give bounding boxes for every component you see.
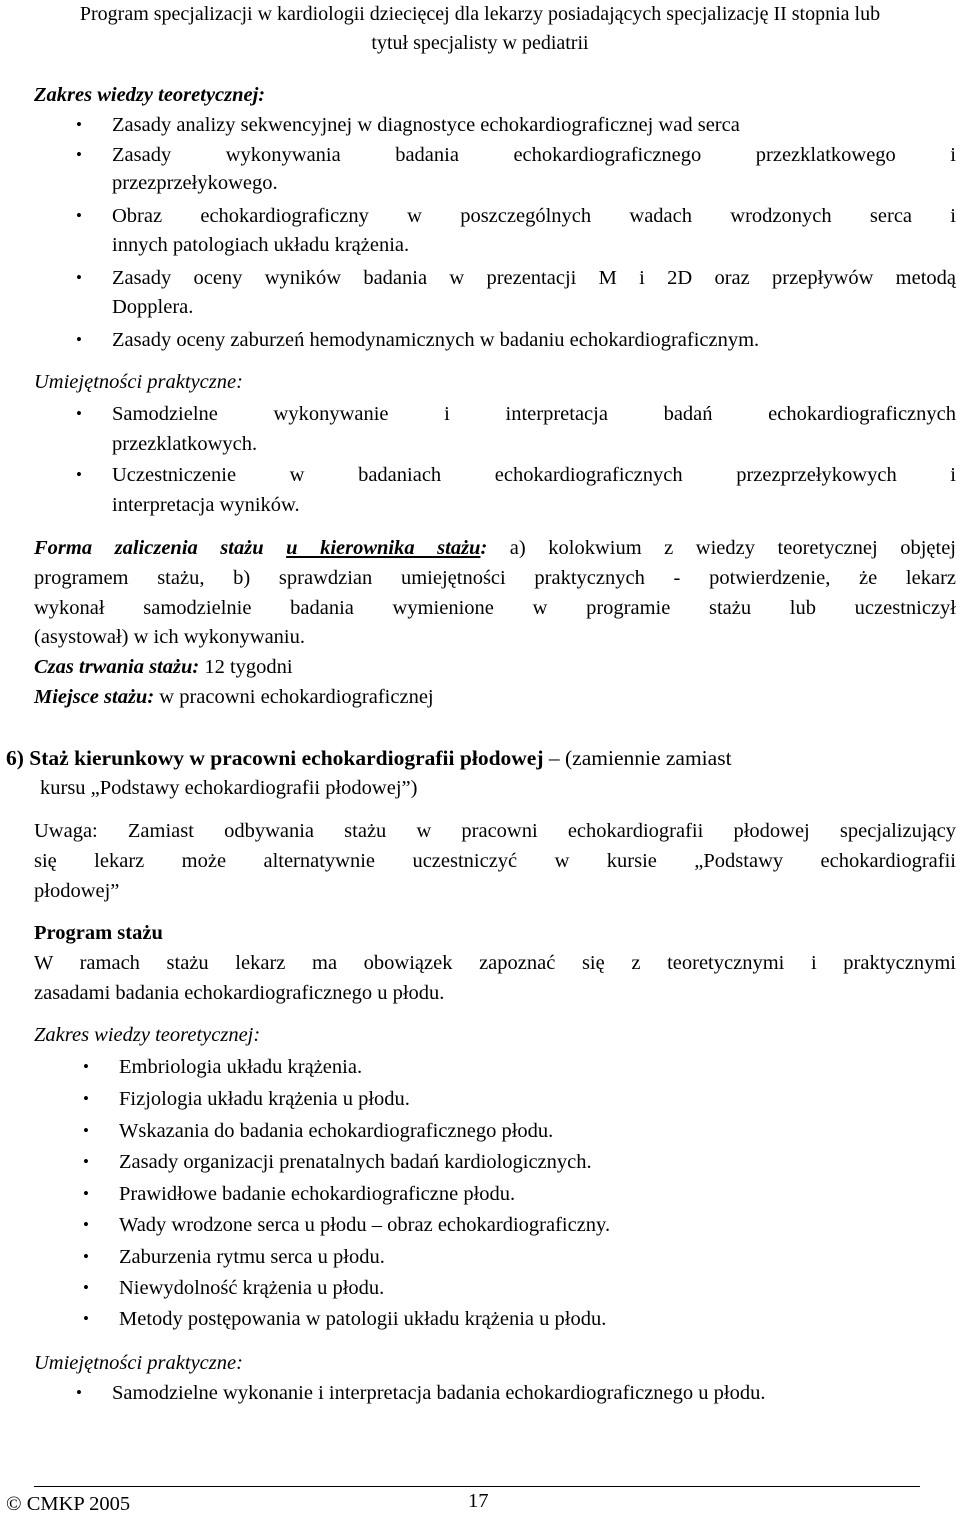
forma-colon: : — [480, 537, 488, 559]
list-item-cont: Dopplera. — [112, 296, 194, 318]
list-item: Wady wrodzone serca u płodu – obraz echokardiograficzny. — [119, 1214, 611, 1236]
list-item: Zasady oceny wyników badania w prezentacji M i 2D oraz przepływów metodą — [112, 267, 956, 289]
forma-label: Forma zaliczenia stażu — [34, 537, 264, 559]
list-item: Obraz echokardiograficzny w poszczególnych wadach wrodzonych serca i — [112, 205, 956, 227]
bullet-dot: • — [83, 1247, 89, 1266]
bullet-dot: • — [83, 1057, 89, 1076]
umiejetnosci-heading-2: Umiejętności praktyczne: — [34, 1352, 243, 1374]
program-heading: Program stażu — [34, 922, 163, 944]
list-item: Metody postępowania w patologii układu krążenia u płodu. — [119, 1308, 607, 1330]
list-item-cont: przezklatkowych. — [112, 433, 258, 455]
bullet-dot: • — [76, 268, 82, 287]
program-text-2: zasadami badania echokardiograficznego u płodu. — [34, 982, 445, 1004]
bullet-dot: • — [83, 1089, 89, 1108]
forma-kierownik: u kierownika stażu — [286, 537, 481, 559]
section-6-title — [6, 745, 732, 771]
czas-value: 12 tygodni — [199, 656, 293, 678]
miejsce-stazu — [34, 684, 434, 710]
forma-zaliczenia-line-1 — [34, 535, 956, 561]
list-item-cont: przezprzełykowego. — [112, 172, 278, 194]
bullet-dot: • — [83, 1184, 89, 1203]
list-item: Niewydolność krążenia u płodu. — [119, 1277, 385, 1299]
umiejetnosci-heading-1: Umiejętności praktyczne: — [34, 371, 243, 393]
czas-trwania — [34, 654, 293, 680]
czas-label: Czas trwania stażu: — [34, 656, 200, 678]
program-text-1: W ramach stażu lekarz ma obowiązek zapoznać się z teoretycznymi i praktycznymi — [34, 952, 956, 974]
header-line-2: tytuł specjalisty w pediatrii — [371, 32, 589, 54]
list-item: Zaburzenia rytmu serca u płodu. — [119, 1246, 385, 1268]
list-item: Prawidłowe badanie echokardiograficzne płodu. — [119, 1183, 516, 1205]
list-item: Zasady oceny zaburzeń hemodynamicznych w badaniu echokardiograficznym. — [112, 329, 760, 351]
section-6-title-bold: 6) Staż kierunkowy w pracowni echokardiografii płodowej — [6, 746, 544, 770]
bullet-dot: • — [83, 1278, 89, 1297]
bullet-dot: • — [83, 1215, 89, 1234]
uwaga-line-3: płodowej” — [34, 880, 120, 902]
bullet-dot: • — [83, 1309, 89, 1328]
list-item: Zasady analizy sekwencyjnej w diagnostyce echokardiograficznej wad serca — [112, 114, 740, 136]
bullet-dot: • — [76, 404, 82, 423]
bullet-dot: • — [76, 206, 82, 225]
bullet-dot: • — [76, 145, 82, 164]
page-header — [0, 0, 960, 58]
list-item: Uczestniczenie w badaniach echokardiograficznych przezprzełykowych i — [112, 464, 956, 486]
footer-page-number: 17 — [468, 1490, 489, 1512]
bullet-dot: • — [83, 1152, 89, 1171]
bullet-dot: • — [76, 465, 82, 484]
list-item: Wskazania do badania echokardiograficznego płodu. — [119, 1120, 554, 1142]
bullet-dot: • — [76, 1383, 82, 1402]
list-item: Samodzielne wykonywanie i interpretacja badań echokardiograficznych — [112, 403, 956, 425]
uwaga-line-2: się lekarz może alternatywnie uczestniczyć w kursie „Podstawy echokardiografii — [34, 850, 956, 872]
section-6-title-line-2: kursu „Podstawy echokardiografii płodowej”) — [40, 777, 418, 799]
forma-text-3: wykonał samodzielnie badania wymienione w programie stażu lub uczestniczył — [34, 597, 956, 619]
bullet-dot: • — [76, 330, 82, 349]
footer-divider — [34, 1486, 920, 1487]
list-item-cont: innych patologiach układu krążenia. — [112, 234, 410, 256]
section-6-title-rest: – (zamiennie zamiast — [543, 746, 732, 770]
miejsce-value: w pracowni echokardiograficznej — [154, 686, 434, 708]
miejsce-label: Miejsce stażu: — [34, 686, 155, 708]
list-item: Zasady organizacji prenatalnych badań kardiologicznych. — [119, 1151, 592, 1173]
forma-text-2: programem stażu, b) sprawdzian umiejętności praktycznych - potwierdzenie, że lekarz — [34, 567, 956, 589]
zakres-heading-2: Zakres wiedzy teoretycznej: — [34, 1024, 261, 1046]
zakres-heading-1: Zakres wiedzy teoretycznej: — [34, 84, 266, 106]
uwaga-line-1: Uwaga: Zamiast odbywania stażu w pracowni echokardiografii płodowej specjalizujący — [34, 820, 956, 842]
list-item: Samodzielne wykonanie i interpretacja badania echokardiograficznego u płodu. — [112, 1382, 766, 1404]
list-item: Fizjologia układu krążenia u płodu. — [119, 1088, 410, 1110]
forma-text-4: (asystował) w ich wykonywaniu. — [34, 626, 306, 648]
footer-copyright: © CMKP 2005 — [6, 1493, 131, 1515]
list-item: Zasady wykonywania badania echokardiograficznego przezklatkowego i — [112, 144, 956, 166]
list-item: Embriologia układu krążenia. — [119, 1056, 363, 1078]
bullet-dot: • — [83, 1121, 89, 1140]
bullet-dot: • — [76, 115, 82, 134]
header-line-1: Program specjalizacji w kardiologii dziecięcej dla lekarzy posiadających specjalizację II stopnia lub — [79, 3, 881, 25]
forma-text-1: a) kolokwium z wiedzy teoretycznej objętej — [487, 537, 957, 559]
list-item-cont: interpretacja wyników. — [112, 494, 300, 516]
